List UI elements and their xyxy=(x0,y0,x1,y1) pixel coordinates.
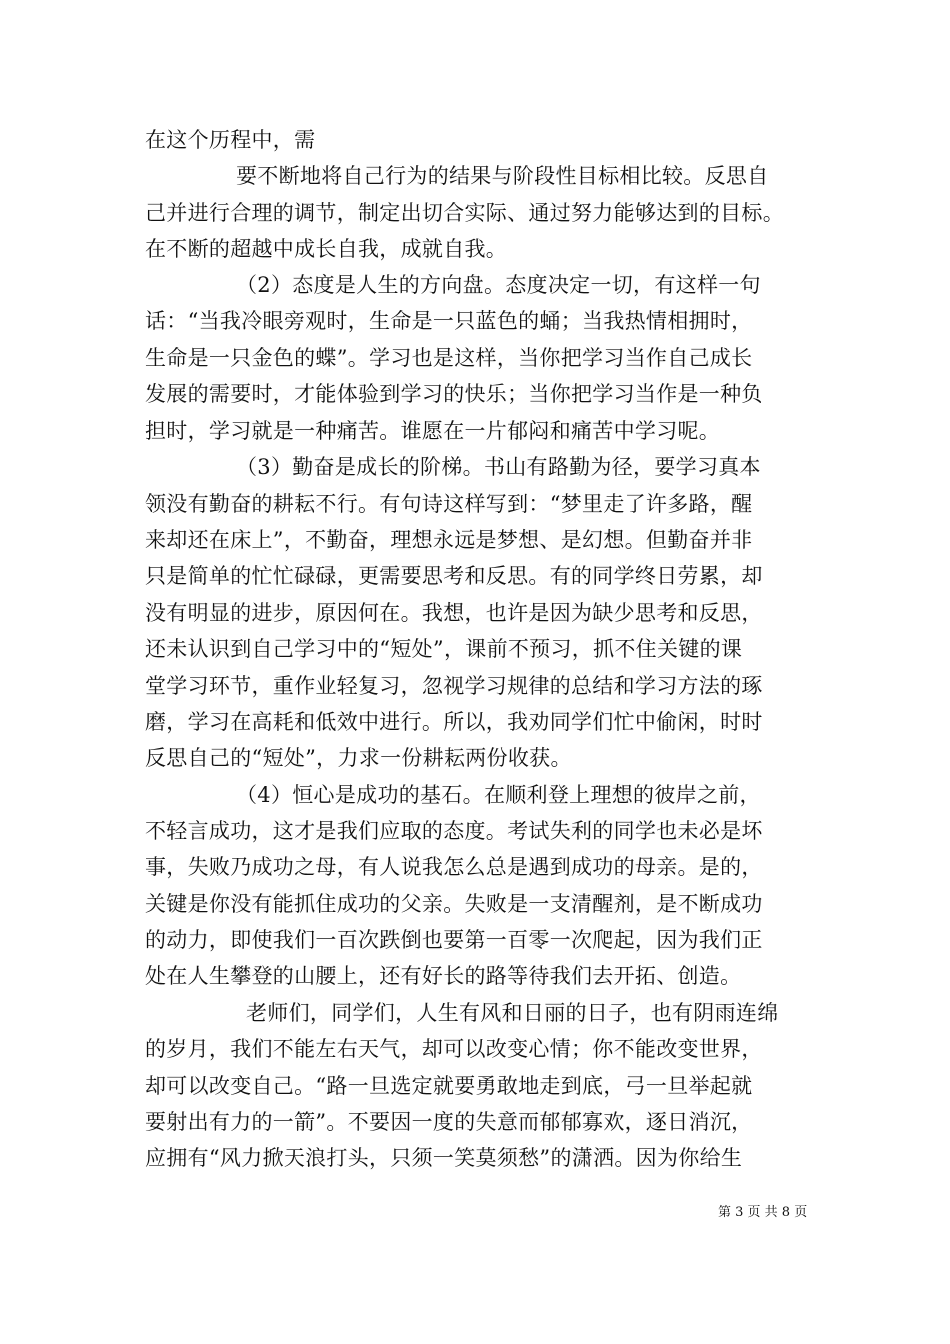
text-line: 不轻言成功，这才是我们应取的态度。考试失利的同学也未必是坏 xyxy=(145,819,763,843)
text-line: 磨，学习在高耗和低效中进行。所以，我劝同学们忙中偷闲，时时 xyxy=(145,710,763,734)
text-line: 关键是你没有能抓住成功的父亲。失败是一支清醒剂，是不断成功 xyxy=(145,892,763,916)
text-line: 领没有勤奋的耕耘不行。有句诗这样写到：“梦里走了许多路，醒 xyxy=(145,492,753,516)
text-line: 还未认识到自己学习中的“短处”，课前不预习，抓不住关键的课 xyxy=(145,637,743,661)
text-line: 应拥有“风力掀天浪打头，只须一笑莫须愁”的潇洒。因为你给生 xyxy=(145,1146,743,1170)
text-line: 要射出有力的一箭”。不要因一度的失意而郁郁寡欢，逐日消沉， xyxy=(145,1110,753,1134)
text-line: （4）恒心是成功的基石。在顺利登上理想的彼岸之前， xyxy=(236,783,761,807)
text-line: 老师们，同学们，人生有风和日丽的日子，也有阴雨连绵 xyxy=(246,1001,779,1025)
text-line: （2）态度是人生的方向盘。态度决定一切，有这样一句 xyxy=(236,273,761,297)
text-line: 在不断的超越中成长自我，成就自我。 xyxy=(145,237,508,261)
text-line: 生命是一只金色的蝶”。学习也是这样，当你把学习当作自己成长 xyxy=(145,346,753,370)
text-line: 处在人生攀登的山腰上，还有好长的路等待我们去开拓、创造。 xyxy=(145,964,742,988)
text-line: 在这个历程中，需 xyxy=(145,128,316,152)
text-line: 来却还在床上”，不勤奋，理想永远是梦想、是幻想。但勤奋并非 xyxy=(145,528,753,552)
text-line: 己并进行合理的调节，制定出切合实际、通过努力能够达到的目标。 xyxy=(145,201,784,225)
page-number-footer: 第 3 页 共 8 页 xyxy=(718,1205,808,1220)
text-line: 堂学习环节，重作业轻复习，忽视学习规律的总结和学习方法的琢 xyxy=(145,674,763,698)
text-line: 发展的需要时，才能体验到学习的快乐；当你把学习当作是一种负 xyxy=(145,382,763,406)
text-line: 却可以改变自己。“路一旦选定就要勇敢地走到底，弓一旦举起就 xyxy=(145,1074,753,1098)
text-line: （3）勤奋是成长的阶梯。书山有路勤为径，要学习真本 xyxy=(236,455,761,479)
text-line: 话：“当我冷眼旁观时，生命是一只蓝色的蛹；当我热情相拥时， xyxy=(145,309,753,333)
text-line: 事，失败乃成功之母，有人说我怎么总是遇到成功的母亲。是的， xyxy=(145,855,763,879)
text-line: 担时，学习就是一种痛苦。谁愿在一片郁闷和痛苦中学习呢。 xyxy=(145,419,721,443)
text-line: 只是简单的忙忙碌碌，更需要思考和反思。有的同学终日劳累，却 xyxy=(145,564,763,588)
text-line: 要不断地将自己行为的结果与阶段性目标相比较。反思自 xyxy=(236,164,769,188)
text-line: 的动力，即使我们一百次跌倒也要第一百零一次爬起，因为我们正 xyxy=(145,928,763,952)
text-line: 反思自己的“短处”，力求一份耕耘两份收获。 xyxy=(145,746,572,770)
text-line: 没有明显的进步，原因何在。我想，也许是因为缺少思考和反思， xyxy=(145,601,763,625)
text-line: 的岁月，我们不能左右天气，却可以改变心情；你不能改变世界， xyxy=(145,1037,763,1061)
